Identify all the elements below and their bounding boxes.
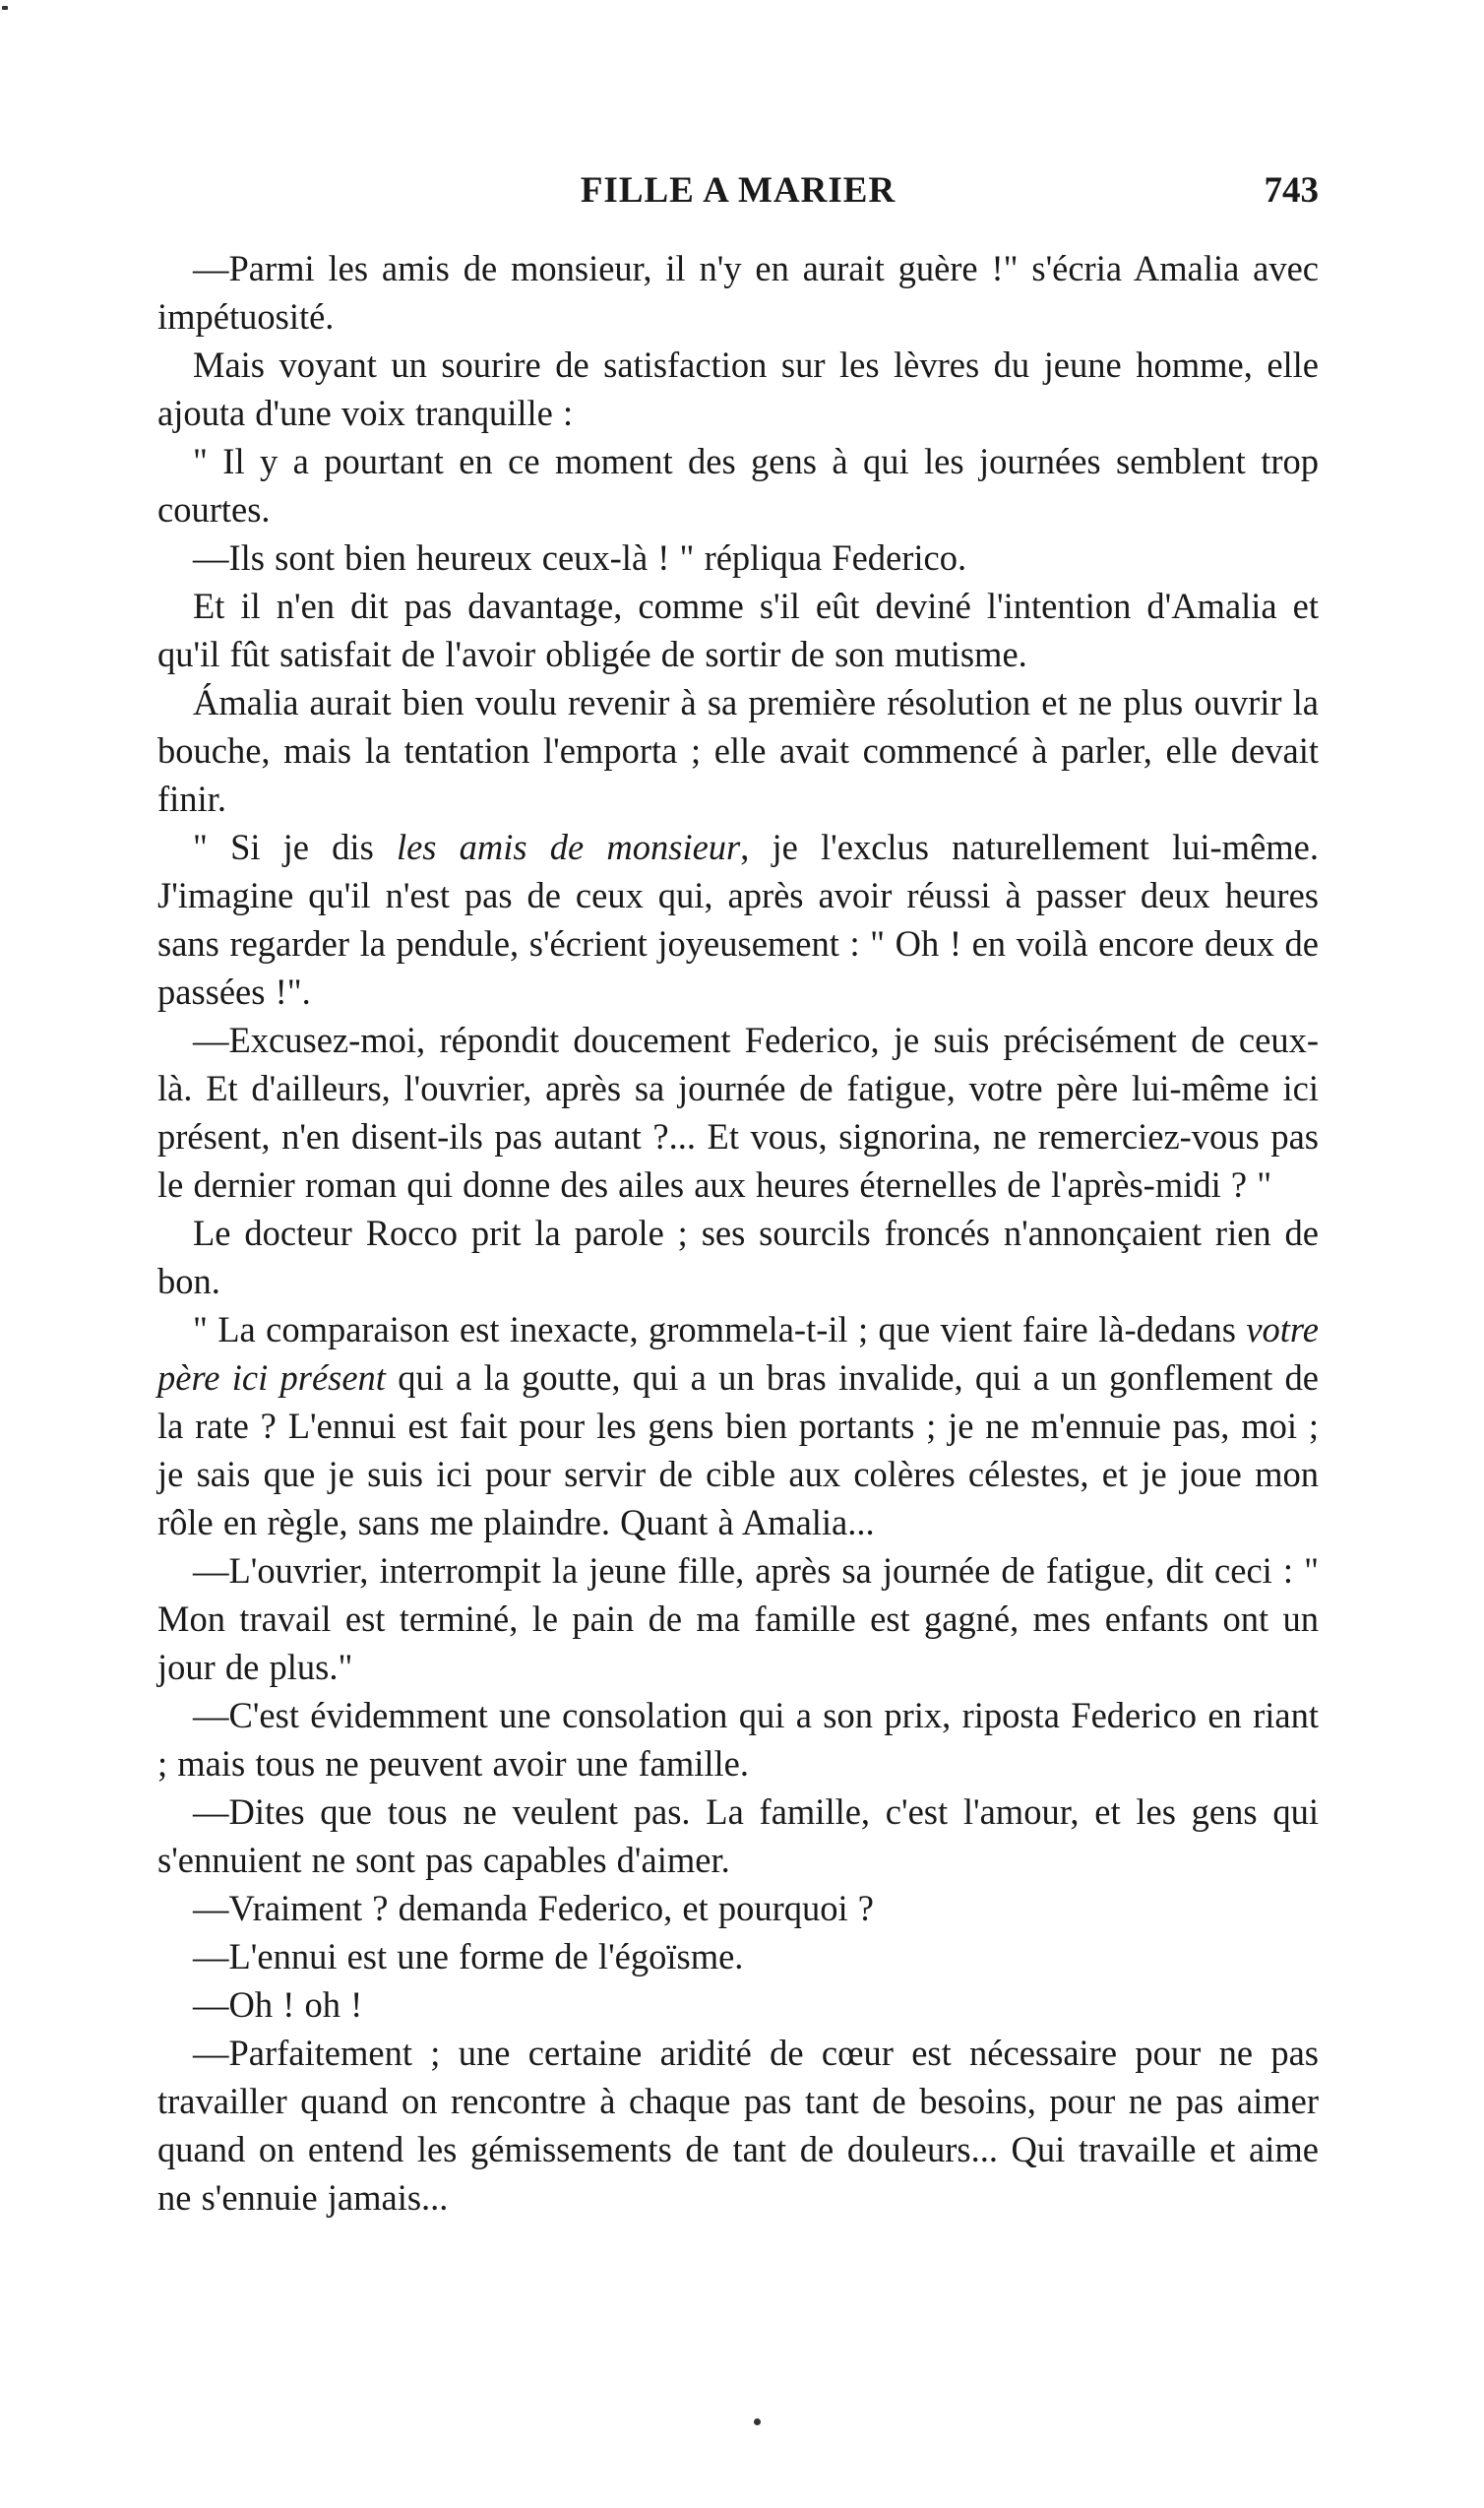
body-text: [157, 244, 1319, 2222]
paragraph-text: —C'est évidemment une consolation qui a son prix, riposta Federico en riant ; mais tous ne peuvent avoir une famille.: [157, 1695, 1319, 1784]
paragraph-text: , je l'exclus naturellement lui-même. J'imagine qu'il n'est pas de ceux qui, après avoir réussi à passer deux heures sans regarder la pendule, s'écrient joyeusement : " Oh ! en voilà encore deux de passées !".: [157, 827, 1319, 1012]
paragraph: [157, 1980, 1319, 2029]
running-title: FILLE A MARIER: [580, 170, 897, 211]
paragraph-text: —Parmi les amis de monsieur, il n'y en aurait guère !" s'écria Amalia avec impétuosité.: [157, 248, 1319, 337]
paragraph: [157, 1209, 1319, 1305]
paragraph-text: —Oh ! oh !: [193, 1984, 363, 2025]
paragraph: [157, 244, 1319, 341]
paragraph-text: —Vraiment ? demanda Federico, et pourquoi ?: [193, 1888, 874, 1928]
paragraph: [157, 1546, 1319, 1691]
paragraph: [157, 341, 1319, 437]
paragraph-text: —L'ennui est une forme de l'égoïsme.: [193, 1936, 744, 1976]
paragraph-text: " Il y a pourtant en ce moment des gens à qui les journées semblent trop courtes.: [157, 441, 1319, 530]
paragraph-text: qui a la goutte, qui a un bras invalide, qui a un gonflement de la rate ? L'ennui est fait pour les gens bien portants ; je ne m'ennuie pas, moi ; je sais que je suis ici pour servir de cible aux colères célestes, et je joue mon rôle en règle, sans me plaindre. Quant à Amalia...: [157, 1357, 1319, 1542]
paragraph-text: Ámalia aurait bien voulu revenir à sa première résolution et ne plus ouvrir la bouche, mais la tentation l'emporta ; elle avait commencé à parler, elle devait finir.: [157, 682, 1319, 819]
paragraph: [157, 1305, 1319, 1546]
paragraph: [157, 582, 1319, 678]
page-number: 743: [1264, 170, 1319, 211]
paragraph: [157, 1016, 1319, 1209]
paragraph-text: —L'ouvrier, interrompit la jeune fille, après sa journée de fatigue, dit ceci : " Mon travail est terminé, le pain de ma famille est gagné, mes enfants ont un jour de plus.": [157, 1550, 1319, 1687]
print-speck: [2, 6, 8, 10]
paragraph: [157, 1691, 1319, 1787]
paragraph-text: —Excusez-moi, répondit doucement Federico, je suis précisément de ceux-là. Et d'ailleurs, l'ouvrier, après sa journée de fatigue, votre père lui-même ici présent, n'en disent-ils pas autant ?... Et vous, signorina, ne remerciez-vous pas le dernier roman qui donne des ailes aux heures éternelles de l'après-midi ? ": [157, 1020, 1319, 1205]
paragraph-text: " Si je dis: [193, 827, 397, 867]
paragraph-text: Mais voyant un sourire de satisfaction sur les lèvres du jeune homme, elle ajouta d'une voix tranquille :: [157, 345, 1319, 433]
paragraph-text: " La comparaison est inexacte, grommela-t-il ; que vient faire là-dedans: [193, 1309, 1247, 1349]
paragraph: [157, 1884, 1319, 1932]
paragraph: [157, 1787, 1319, 1884]
paragraph-text: —Parfaitement ; une certaine aridité de cœur est nécessaire pour ne pas travailler quand on rencontre à chaque pas tant de besoins, pour ne pas aimer quand on entend les gémissements de tant de douleurs... Qui travaille et aime ne s'ennuie jamais...: [157, 2033, 1319, 2218]
paragraph-text: —Ils sont bien heureux ceux-là ! " répliqua Federico.: [193, 537, 967, 578]
paragraph: [157, 1932, 1319, 1980]
running-head: [157, 169, 1319, 219]
italic-text: les amis de monsieur: [396, 827, 741, 867]
paragraph: [157, 678, 1319, 823]
paragraph: [157, 437, 1319, 533]
paragraph-text: Le docteur Rocco prit la parole ; ses sourcils froncés n'annonçaient rien de bon.: [157, 1213, 1319, 1301]
italic-text: votre père ici présent: [157, 1309, 1319, 1398]
paragraph: [157, 823, 1319, 1016]
paragraph-text: Et il n'en dit pas davantage, comme s'il eût deviné l'intention d'Amalia et qu'il fût satisfait de l'avoir obligée de sortir de son mutisme.: [157, 586, 1319, 674]
print-speck: [754, 2418, 761, 2425]
paragraph: [157, 533, 1319, 582]
paragraph: [157, 2029, 1319, 2222]
paragraph-text: —Dites que tous ne veulent pas. La famille, c'est l'amour, et les gens qui s'ennuient ne sont pas capables d'aimer.: [157, 1791, 1319, 1880]
